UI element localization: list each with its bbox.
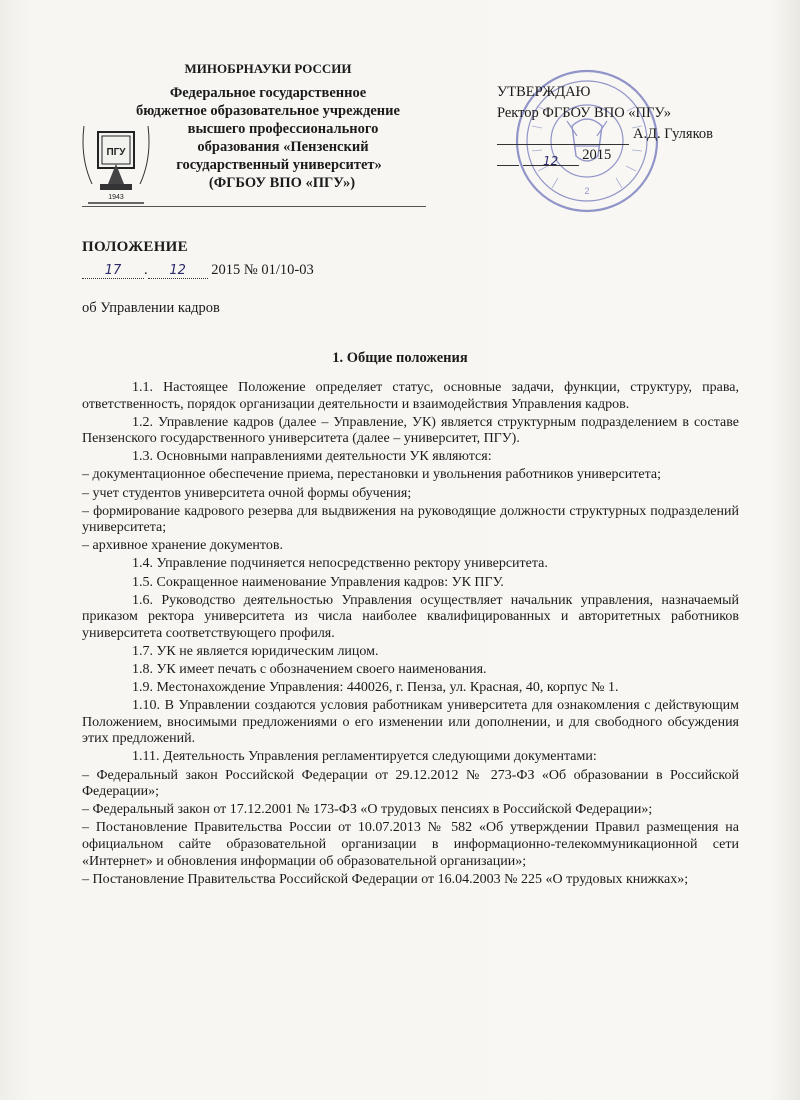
svg-text:2: 2 — [584, 186, 590, 196]
list-item: – Постановление Правительства Российской Федерации от 16.04.2003 № 225 «О трудовых книжках»; — [82, 871, 689, 887]
organization-header — [118, 60, 418, 192]
paragraph: 1.6. Руководство деятельностью Управления осуществляет начальник управления, назначаемый приказом ректора университета из числа наиболее квалифицированных и авторитетных работников университета соответствующего профиля. — [82, 592, 739, 641]
paragraph: 1.4. Управление подчиняется непосредственно ректору университета. — [132, 556, 548, 572]
approval-month-handwritten: 12 — [523, 151, 579, 166]
paragraph: 1.8. УК имеет печать с обозначением своего наименования. — [132, 662, 487, 677]
approval-title: УТВЕРЖДАЮ — [497, 84, 591, 100]
paragraph: 1.2. Управление кадров (далее – Управление, УК) является структурным подразделением в составе Пензенского государственного университета (далее – университет, ПГУ). — [82, 414, 739, 447]
emblem-text: ПГУ — [106, 147, 126, 158]
emblem-year: 1943 — [108, 194, 124, 201]
list-item: – Федеральный закон от 17.12.2001 № 173-ФЗ «О трудовых пенсиях в Российской Федерации»; — [82, 802, 653, 818]
paragraph: 1.9. Местонахождение Управления: 440026, г. Пенза, ул. Красная, 40, корпус № 1. — [132, 680, 619, 696]
university-emblem-icon — [78, 118, 154, 208]
document-date-number: 17 . 12 2015 № 01/10-03 — [82, 262, 314, 279]
document-subject: об Управлении кадров — [82, 300, 220, 316]
date-month-handwritten: 12 — [148, 263, 208, 279]
org-line: бюджетное образовательное учреждение — [136, 103, 400, 119]
ministry-name: МИНОБРНАУКИ РОССИИ — [184, 61, 352, 76]
approval-year: 2015 — [582, 147, 612, 163]
signature-line — [497, 124, 767, 145]
list-item: – архивное хранение документов. — [82, 538, 283, 554]
date-year-number: 2015 № 01/10-03 — [211, 262, 314, 278]
date-day-handwritten: 17 — [82, 263, 144, 279]
org-line: (ФГБОУ ВПО «ПГУ») — [208, 175, 356, 191]
org-line: образования «Пензенский — [197, 139, 369, 155]
paragraph: 1.1. Настоящее Положение определяет статус, основные задачи, функции, структуру, права, ответственность, порядок организации деятельности и взаимодействия Управления кадров. — [82, 380, 739, 412]
list-item: – документационное обеспечение приема, перестановки и увольнения работников университета; — [82, 467, 661, 483]
list-item: – формирование кадрового резерва для выдвижения на руководящие должности структурных подразделений университета; — [82, 503, 739, 536]
list-item: – учет студентов университета очной формы обучения; — [82, 485, 412, 501]
section-heading: 1. Общие положения — [332, 350, 468, 366]
paragraph: 1.11. Деятельность Управления регламентируется следующими документами: — [132, 749, 597, 765]
approval-date-line — [497, 145, 767, 166]
org-line: Федеральное государственное — [169, 85, 367, 101]
paragraph: 1.3. Основными направлениями деятельности УК являются: — [132, 449, 492, 465]
document-body — [82, 380, 739, 890]
approval-position: Ректор ФГБОУ ВПО «ПГУ» — [497, 105, 671, 121]
list-item: – Постановление Правительства России от 10.07.2013 № 582 «Об утверждении Правил размещения на официальном сайте образовательной организации в информационно-телекоммуникационной сети «Интернет» и обновления информации об образовательной организации»; — [82, 820, 739, 869]
list-item: – Федеральный закон Российской Федерации от 29.12.2012 № 273-ФЗ «Об образовании в Российской Федерации»; — [82, 767, 739, 800]
document-title: ПОЛОЖЕНИЕ — [82, 239, 188, 255]
paragraph: 1.5. Сокращенное наименование Управления кадров: УК ПГУ. — [132, 574, 504, 590]
signature-blank — [497, 128, 629, 145]
signer-name: А.Д. Гуляков — [633, 126, 713, 142]
paragraph: 1.10. В Управлении создаются условия работникам университета для ознакомления с действующим Положением, вносимыми предложениями о его изменении или дополнении, и для свободного обсуждения этих предложений. — [82, 698, 739, 747]
org-line: высшего профессионального — [187, 121, 379, 137]
approval-block — [497, 82, 767, 166]
org-line: государственный университет» — [176, 157, 382, 173]
paragraph: 1.7. УК не является юридическим лицом. — [132, 643, 379, 659]
